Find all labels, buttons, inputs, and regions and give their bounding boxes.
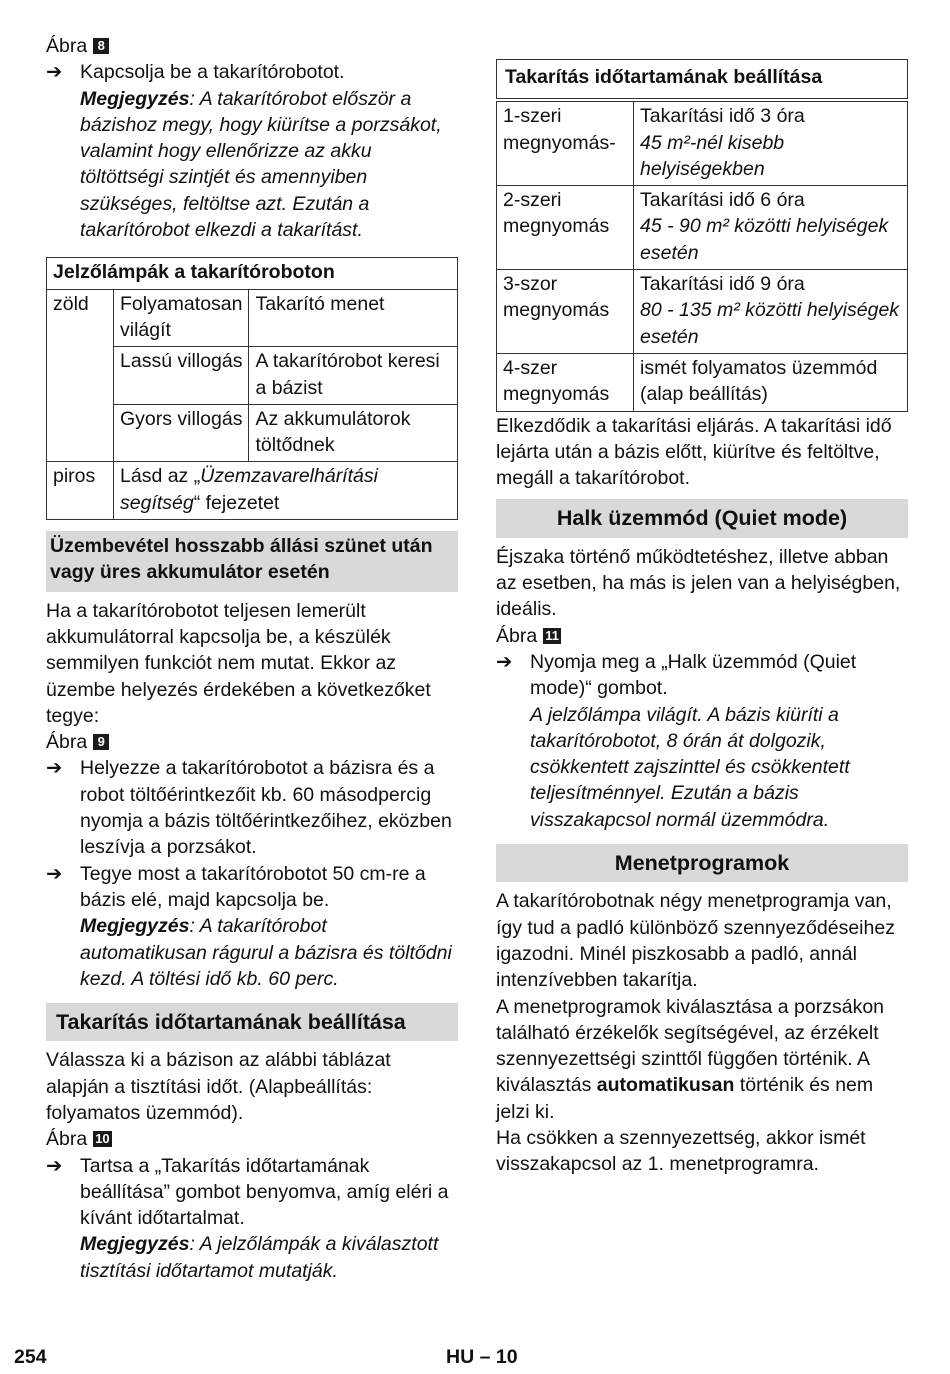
arrow-icon: ➔ xyxy=(46,1154,63,1177)
arrow-icon: ➔ xyxy=(496,650,513,673)
arrow-icon: ➔ xyxy=(46,862,63,885)
table-cell xyxy=(634,270,908,354)
emphasis: automatikusan xyxy=(596,1074,735,1097)
table-cell: Takarító menet xyxy=(249,289,458,347)
paragraph: Ha a takarítórobotot teljesen lemerült akkumulátorral kapcsolja be, a készülék semmilyen funkciót nem mutat. Ekkor az üzembe helyezés érdekében a következőket tegye: xyxy=(46,599,431,727)
figure-ref-11 xyxy=(496,623,908,649)
paragraph-text: történik és nem jelzi ki. xyxy=(496,1074,874,1123)
figure-number-badge: 9 xyxy=(93,734,109,750)
left-column xyxy=(46,33,458,1284)
table-cell: 3-szor megnyomás xyxy=(497,270,634,354)
note xyxy=(46,86,458,244)
cell-line: 45 - 90 m² közötti helyiségek esetén xyxy=(640,215,889,264)
note xyxy=(46,1231,458,1284)
instruction-item xyxy=(46,1153,458,1232)
instruction-text: Kapcsolja be a takarítórobotot. xyxy=(80,61,345,84)
note-text: : A takarítórobot automatikusan rágurul a bázisra és töltődni kezd. A töltési idő kb. 60 perc. xyxy=(80,915,452,990)
table-cell: zöld xyxy=(47,289,114,462)
arrow-icon: ➔ xyxy=(46,61,63,84)
paragraph: A takarítórobotnak négy menetprogramja van, így tud a padló különböző szennyeződéseihez igazodni. Minél piszkosabb a padló, annál intenzívebben takarítja. xyxy=(496,890,895,992)
instruction-item xyxy=(46,59,458,85)
instruction-text: Nyomja meg a „Halk üzemmód (Quiet mode)“ gombot. xyxy=(530,650,857,700)
paragraph-text: A menetprogramok kiválasztása a porzsákon található érzékelők segítségével, az érzékelt szennyezettségi szinttől függően történik. A kiválasztás xyxy=(496,995,885,1097)
figure-label: Ábra xyxy=(46,731,88,754)
figure-number-badge: 8 xyxy=(93,38,109,54)
figure-label: Ábra xyxy=(46,1128,88,1151)
table-cell: Gyors villogás xyxy=(114,404,249,462)
page-number: 254 xyxy=(14,1346,47,1368)
section-heading: Halk üzemmód (Quiet mode) xyxy=(496,499,908,537)
page-code: HU – 10 xyxy=(446,1346,518,1368)
instruction-text: Tegye most a takarítórobotot 50 cm-re a bázis elé, majd kapcsolja be. xyxy=(80,862,426,911)
cell-line: Takarítási idő 6 óra xyxy=(640,189,805,212)
note-label: Megjegyzés xyxy=(80,1233,190,1256)
table-cell: A takarítórobot keresi a bázist xyxy=(249,347,458,405)
table-cell: 4-szer megnyomás xyxy=(497,353,634,411)
note-text: : A takarítórobot először a bázishoz megy, hogy kiürítse a porzsákot, valamint hogy ellenőrizze az akku töltöttségi szintjét és amennyiben szükséges, feltöltse azt. Ezután a takarítórobot elkezdi a takarítást. xyxy=(80,87,442,242)
table-cell: Lassú villogás xyxy=(114,347,249,405)
paragraph xyxy=(496,994,908,1125)
cell-line: Takarítási idő 3 óra xyxy=(640,105,805,128)
instruction-text: Helyezze a takarítórobotot a bázisra és a robot töltőérintkezőit kb. 60 másodpercig nyomja a bázis töltőérintkezőihez, eközben leszívja a porzsákot. xyxy=(80,757,452,859)
table-cell: ismét folyamatos üzemmód (alap beállítás) xyxy=(634,353,908,411)
instruction-text: Tartsa a „Takarítás időtartamának beállítása” gombot benyomva, amíg eléri a kívánt időtartalmat. xyxy=(80,1154,449,1230)
section-heading: Üzembevétel hosszabb állási szünet után vagy üres akkumulátor esetén xyxy=(46,531,458,592)
section-heading: Takarítás időtartamának beállítása xyxy=(46,1003,458,1041)
table-cell: Folyamatosan világít xyxy=(114,289,249,347)
note-text: : A jelzőlámpák a kiválasztott tisztítási időtartamot mutatják. xyxy=(80,1233,439,1282)
indicator-lights-table xyxy=(46,257,458,520)
table-cell xyxy=(114,462,458,520)
cell-text: “ fejezetet xyxy=(193,491,280,514)
chapter-reference: Üzemzavarelhárítási segítség xyxy=(120,465,378,514)
table-cell xyxy=(634,186,908,270)
cell-line: Takarítási idő 9 óra xyxy=(640,273,805,296)
figure-number-badge: 10 xyxy=(95,1131,110,1147)
paragraph: Ha csökken a szennyezettség, akkor ismét visszakapcsol az 1. menetprogramra. xyxy=(496,1126,866,1176)
section-heading: Menetprogramok xyxy=(496,844,908,882)
figure-ref-10 xyxy=(46,1126,458,1152)
arrow-icon: ➔ xyxy=(46,757,63,780)
table-cell: Az akkumulátorok töltődnek xyxy=(249,404,458,462)
figure-ref-8 xyxy=(46,33,458,59)
figure-number-badge: 11 xyxy=(545,627,559,643)
cell-line: 45 m²-nél kisebb helyiségekben xyxy=(640,131,785,180)
instruction-item xyxy=(496,649,908,702)
table-cell xyxy=(634,100,908,185)
table-title: Takarítás időtartamának beállítása xyxy=(497,60,908,101)
paragraph: Éjszaka történő működtetéshez, illetve abban az esetben, ha más is jelen van a helyiségben, ideális. xyxy=(496,545,901,621)
cleaning-duration-table xyxy=(496,59,908,412)
note xyxy=(46,913,458,992)
right-column xyxy=(496,59,908,1178)
figure-label: Ábra xyxy=(496,624,538,647)
figure-label: Ábra xyxy=(46,35,88,57)
instruction-item xyxy=(46,755,458,860)
paragraph: Válassza ki a bázison az alábbi táblázat alapján a tisztítási időt. (Alapbeállítás: folyamatos üzemmód). xyxy=(46,1049,391,1124)
table-cell: 1-szeri megnyomás- xyxy=(497,100,634,185)
result-note: A jelzőlámpa világít. A bázis kiüríti a takarítórobotot, 8 órán át dolgozik, csökkentett zajszinttel és csökkentett teljesítménnyel. Ezután a bázis visszakapcsol normál üzemmódra. xyxy=(530,703,850,831)
figure-ref-9 xyxy=(46,729,458,755)
table-cell: 2-szeri megnyomás xyxy=(497,186,634,270)
table-title: Jelzőlámpák a takarítóroboton xyxy=(47,258,458,289)
cell-line: 80 - 135 m² közötti helyiségek esetén xyxy=(640,299,900,348)
note-label: Megjegyzés xyxy=(80,87,190,110)
cell-text: Lásd az „ xyxy=(120,465,201,488)
table-cell: piros xyxy=(47,462,114,520)
note-label: Megjegyzés xyxy=(80,915,190,938)
paragraph: Elkezdődik a takarítási eljárás. A takarítási idő lejárta után a bázis előtt, kiürítve és feltöltve, megáll a takarítórobot. xyxy=(496,414,892,490)
instruction-item xyxy=(46,861,458,914)
